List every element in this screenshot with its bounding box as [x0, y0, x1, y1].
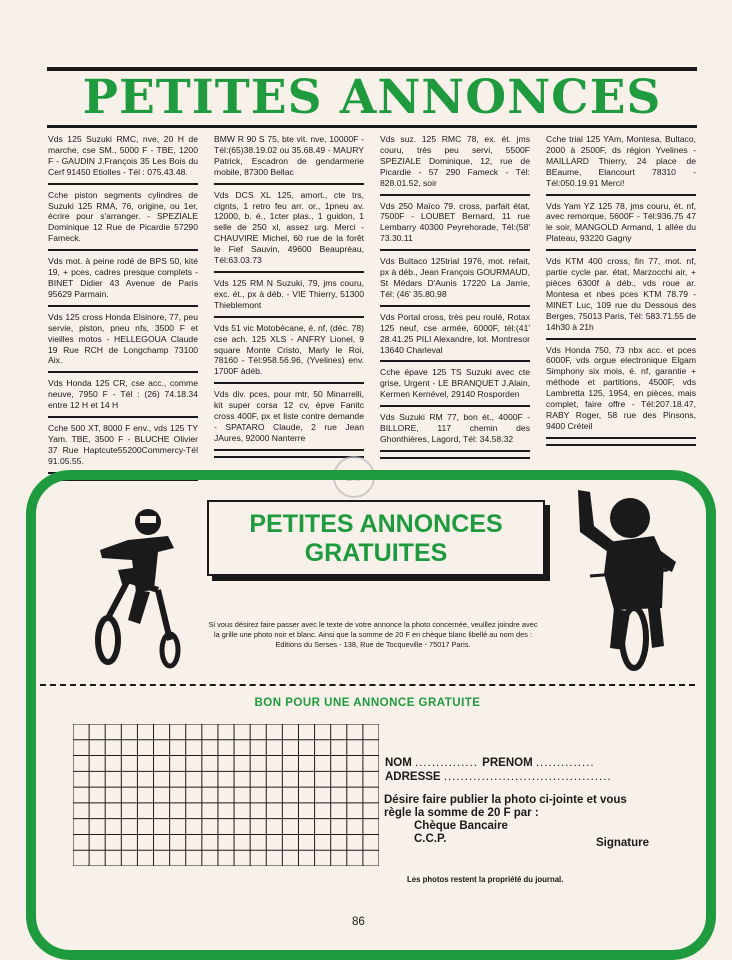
- free-ads-title-line1: PETITES ANNONCES: [249, 510, 503, 538]
- classified-ad: Vds div. pces, pour mtr, 50 Minarrelli, kit super corsa 12 cv, èpve Fanitc cross 400F, px et liste contre demande - SPATARO Claude, 2 rue Jean JAures, 92000 Nanterre: [214, 389, 364, 451]
- photo-property-note: Les photos restent la propriété du journal.: [407, 875, 564, 884]
- column-1: [48, 134, 198, 481]
- signature-label: Signature: [596, 837, 650, 849]
- classified-ad: Vds KTM 400 cross, fin 77, mot. nf, partie cycle par. état, Marzocchi air, + pièces 6300f à déb., vds roue ar. Montesa et nbes pces KTM 78.79 - MINET Luc, 109 rue du Dessous des Berges, 75013 Paris, Tél: 583.71.55 de 14h30 à 21h: [546, 256, 696, 339]
- payment-option-cheque: Chèque Bancaire: [414, 820, 508, 832]
- cut-line: [40, 684, 695, 686]
- page-title: PETITES ANNONCES: [82, 70, 662, 125]
- classified-ad: Vds 51 vic Motobécane, é. nf, (déc. 78) cse ach. 125 XLS - ANFRY Lionel, 9 square Monte Cristo, Marly le Roi, 78160 - Tél:958.56.96, (Yvelines) env. 1700F àdéb.: [214, 323, 364, 385]
- classified-ad: Vds Yam YZ 125 78, jms couru, ét. nf, avec remorque, 5600F - Tél:936.75 47 le soir, MANGOLD Armand, 1 allée du Plateau, 93220 Gagny: [546, 201, 696, 252]
- motocross-rider-left-illustration: [88, 500, 188, 670]
- free-ads-banner: [207, 500, 545, 576]
- text-entry-grid[interactable]: [73, 724, 379, 866]
- classified-columns: [48, 134, 698, 481]
- classified-ad: Vds mot. à peine rodé de BPS 50, kité 19, + pces, cadres presque complets - BINET Didier 43 Avenue de Paris 95629 Parmain.: [48, 256, 198, 307]
- classified-ad: Vds 250 Maïco 79. cross, parfait état, 7500F - LOUBET Bernard, 11 rue Lembarry 40300 Peyrehorade, Tél:(58' 73.30.11: [380, 201, 530, 252]
- classified-ad: Vds Bultaco 125trial 1976, mot. refait, px à déb., Jean François GOURMAUD, St Médars D'Aunis 17220 La Jarrie, Tél: (46' 35.80.98: [380, 256, 530, 307]
- column-end-rule: [380, 457, 530, 459]
- title-rule: [47, 125, 697, 128]
- payment-line-1: Désire faire publier la photo ci-jointe et vous: [384, 794, 627, 806]
- nom-label: NOM: [385, 757, 412, 769]
- classified-ad: Cche 500 XT, 8000 F env., vds 125 TY Yam. TBE, 3500 F - BLUCHE Olivier 37 Rue Haptcute55200Commercy-Tél 91.05.55.: [48, 423, 198, 474]
- page-number: 86: [352, 916, 365, 928]
- classified-ad: Vds Honda 125 CR, cse acc., comme neuve, 7950 F - Tél : (26) 74.18.34 entre 12 H et 14 H: [48, 378, 198, 418]
- column-end-rule: [546, 444, 696, 446]
- adresse-label: ADRESSE: [385, 771, 441, 783]
- classified-ad: Vds DCS XL 125, amort., cte trs, clgnts, 1 retro feu arr. or., 1pneu av. 12000, b. é., 1cter plas., 1 guidon, 1 selle de 250 xl, assez urg. Merci - CHAUVIRE Michel, 60 rue de la forêt le Fief Sauvin, 49600 Beaupréau, Tél:63.03.73: [214, 190, 364, 273]
- classified-ad: Cche trial 125 YAm, Montesa, Bultaco, 2000 à 2500F, ds région Yvelines - MAILLARD Thierry, 24 place de BEaume, Elancourt 78310 - Tél:050.19.91 Merci!: [546, 134, 696, 196]
- column-4: [546, 134, 696, 481]
- nom-prenom-field[interactable]: NOM ............... PRENOM ..............: [385, 757, 595, 769]
- column-end-rule: [214, 456, 364, 458]
- classified-ad: Vds Honda 750, 73 nbx acc. et pces 6000F, vds orgue electronique Elgam Simphony six mois, é. nf, garantie + méthode et partitions, 4500F, vds Lambretta 125, 1954, en pièces, mais complet, faire offre - Tél:207.18.47, RABY Roger, 58 rue des Pinsons, 9400 Créteil: [546, 345, 696, 439]
- instructions-text: Si vous désirez faire passer avec le texte de votre annonce la photo concernée, veuillez joindre avec la grille une photo noir et blanc. Ainsi que la somme de 20 F en chèque blanc libellé au nom des : Editions du Serses - 138, Rue de Tocqueville - 75017 Paris.: [208, 620, 538, 649]
- coupon-title: BON POUR UNE ANNONCE GRATUITE: [254, 697, 481, 709]
- prenom-label: PRENOM: [482, 757, 533, 769]
- classified-ad: Vds 125 RM N Suzuki, 79, jms couru, exc. ét., px à déb. - VIE Thierry, 51300 Thieblemont: [214, 278, 364, 318]
- classified-ad: Cche épave 125 TS Suzuki avec cte grise, Urgent - LE BRANQUET J.Alain, Kermen Kernével, 29140 Rosporden: [380, 367, 530, 407]
- payment-line-2: règle la somme de 20 F par :: [384, 807, 539, 819]
- free-ads-title-line2: GRATUITES: [304, 539, 448, 567]
- watermark-logo: LG: [333, 456, 375, 498]
- classified-ad: Vds Suzuki RM 77, bon ét., 4000F - BILLORE, 117 chemin des Ghonthières, Lagord, Tél: 34.58.32: [380, 412, 530, 452]
- classified-ad: Cche piston segments cylindres de Suzuki 125 RMA, 76, origine, ou 1er, écrire pour s'arranger. - SPEZIALE Dominique 12 Rue de Picardie 57290 Fameck.: [48, 190, 198, 252]
- adresse-field[interactable]: ADRESSE ........................................: [385, 771, 612, 783]
- column-3: [380, 134, 530, 481]
- column-2: [214, 134, 364, 481]
- classified-ad: Vds 125 cross Honda Elsinore, 77, peu servie, piston, pneu nfs, 3500 F et vieilles motos - HELLEGOUA Claude 19 Rue RCH de Longchamp 73100 Aix.: [48, 312, 198, 374]
- classified-ad: Vds 125 Suzuki RMC, nve, 20 H de marche, cse SM., 5000 F - TBE, 1200 F - GAUDIN J.François 35 Les Bois du Cerf 91450 Etiolles - Tél : 075.43.48.: [48, 134, 198, 185]
- payment-block: [384, 794, 697, 846]
- classified-ad: Vds Portal cross, très peu roulé, Rotax 125 neuf, cse armée, 6000F, tél:(41' 28.41.25 PILI Alexandre, lot. Montresor 13640 Charleval: [380, 312, 530, 363]
- classified-ad: BMW R 90 S 75, bte vit. nve, 10000F - Tél:(65)38.19.02 ou 35.68.49 - MAURY Patrick, Escadron de gendarmerie mobile, 87300 Bellac: [214, 134, 364, 185]
- classified-ad: Vds suz. 125 RMC 78, ex. ét. jms couru, très peu servi, 5500F SPEZIALE Dominique, 12, rue de Picardie - 57 290 Fameck - Tél: 828.01.52, soir: [380, 134, 530, 196]
- payment-option-ccp: C.C.P.: [414, 833, 447, 845]
- motorcycle-rider-right-illustration: [568, 488, 680, 673]
